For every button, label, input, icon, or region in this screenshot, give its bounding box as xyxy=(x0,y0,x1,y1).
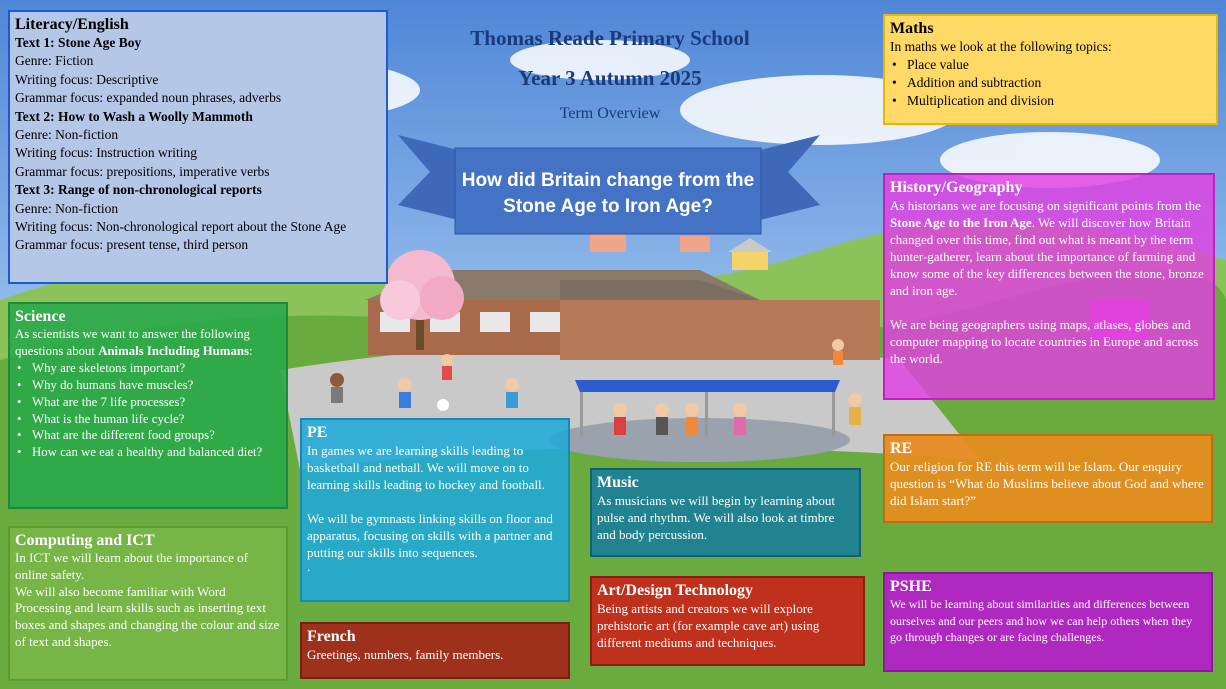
list-item: • What are the different food groups? xyxy=(32,427,281,444)
literacy-panel xyxy=(8,10,388,284)
history-title: History/Geography xyxy=(890,179,1023,196)
literacy-line: Genre: Fiction xyxy=(15,53,94,69)
school-name: Thomas Reade Primary School xyxy=(470,26,750,50)
french-title: French xyxy=(307,628,356,645)
list-item: • Multiplication and division xyxy=(907,92,1211,110)
pe-paragraph-1: In games we are learning skills leading to basketball and netball. We will move on to learning skills leading to hockey and football. xyxy=(307,443,545,492)
list-item: • Addition and subtraction xyxy=(907,74,1211,92)
re-title: RE xyxy=(890,440,913,457)
science-title: Science xyxy=(15,308,66,325)
history-paragraph-2: We are being geographers using maps, atlases, globes and computer mapping to locate countries in Europe and across the world. xyxy=(890,317,1199,366)
maths-topic-list xyxy=(890,56,1211,110)
list-item: • What are the 7 life processes? xyxy=(32,394,281,411)
pe-title: PE xyxy=(307,424,328,441)
literacy-text-heading: Text 2: How to Wash a Woolly Mammoth xyxy=(15,108,253,124)
maths-title: Maths xyxy=(890,20,934,37)
computing-paragraph-1: In ICT we will learn about the importance of online safety. xyxy=(15,550,248,582)
re-text: Our religion for RE this term will be Islam. Our enquiry question is “What do Muslims believe about God and where did Islam start?” xyxy=(890,459,1204,508)
french-text: Greetings, numbers, family members. xyxy=(307,647,504,662)
re-panel xyxy=(883,434,1213,523)
list-item: • Why do humans have muscles? xyxy=(32,377,281,394)
pe-panel xyxy=(300,418,570,602)
french-panel xyxy=(300,622,570,679)
list-item: • How can we eat a healthy and balanced diet? xyxy=(32,444,281,461)
pshe-text: We will be learning about similarities and differences between ourselves and our peers and how we can help others when they go through changes or are facing challenges. xyxy=(890,597,1193,644)
computing-paragraph-2: We will also become familiar with Word Processing and learn skills such as inserting text boxes and shapes and changing the colour and size of text and shapes. xyxy=(15,583,280,649)
literacy-line: Grammar focus: present tense, third person xyxy=(15,237,249,253)
literacy-line: Writing focus: Instruction writing xyxy=(15,145,198,161)
literacy-line: Writing focus: Non-chronological report about the Stone Age xyxy=(15,219,347,235)
year-term: Year 3 Autumn 2025 xyxy=(518,66,702,90)
music-text: As musicians we will begin by learning about pulse and rhythm. We will also look at timbre and body percussion. xyxy=(597,493,835,542)
science-intro: As scientists we want to answer the following questions about Animals Including Humans: xyxy=(15,327,253,358)
art-text: Being artists and creators we will explore prehistoric art (for example cave art) using different mediums and techniques. xyxy=(597,601,820,650)
literacy-text-heading: Text 1: Stone Age Boy xyxy=(15,35,142,50)
literacy-text-heading: Text 3: Range of non-chronological reports xyxy=(15,182,262,198)
literacy-line: Genre: Non-fiction xyxy=(15,200,119,216)
art-panel xyxy=(590,576,865,666)
literacy-lines xyxy=(15,34,381,255)
big-question: How did Britain change from the Stone Age to Iron Age? xyxy=(461,170,755,217)
list-item: • Why are skeletons important? xyxy=(32,360,281,377)
history-panel xyxy=(883,173,1215,400)
science-question-list xyxy=(15,360,281,461)
maths-panel xyxy=(883,14,1218,125)
history-paragraph-1: As historians we are focusing on significant points from the Stone Age to the Iron Age. We will discover how Britain changed over this time, find out what is meant by the term hunter-gatherer, learn about the importance of farming and know some of the key differences between the stone, bronze and iron age. xyxy=(890,198,1204,298)
science-panel xyxy=(8,302,288,509)
literacy-line: Grammar focus: prepositions, imperative verbs xyxy=(15,163,270,179)
literacy-line: Grammar focus: expanded noun phrases, adverbs xyxy=(15,90,282,106)
literacy-title: Literacy/English xyxy=(15,16,129,33)
pe-paragraph-2: We will be gymnasts linking skills on floor and apparatus, focusing on skills with a partner and putting our skills into sequences. xyxy=(307,511,553,560)
music-panel xyxy=(590,468,861,557)
art-title: Art/Design Technology xyxy=(597,582,754,599)
term-overview: Term Overview xyxy=(559,105,661,122)
music-title: Music xyxy=(597,474,639,491)
computing-title: Computing and ICT xyxy=(15,532,155,549)
pshe-panel xyxy=(883,572,1213,672)
list-item: • What is the human life cycle? xyxy=(32,411,281,428)
maths-intro: In maths we look at the following topics: xyxy=(890,39,1112,54)
computing-panel xyxy=(8,526,288,681)
pe-paragraph-3: . xyxy=(307,559,311,574)
list-item: • Place value xyxy=(907,56,1211,74)
literacy-line: Genre: Non-fiction xyxy=(15,127,119,143)
pshe-title: PSHE xyxy=(890,578,932,595)
literacy-line: Writing focus: Descriptive xyxy=(15,71,159,87)
